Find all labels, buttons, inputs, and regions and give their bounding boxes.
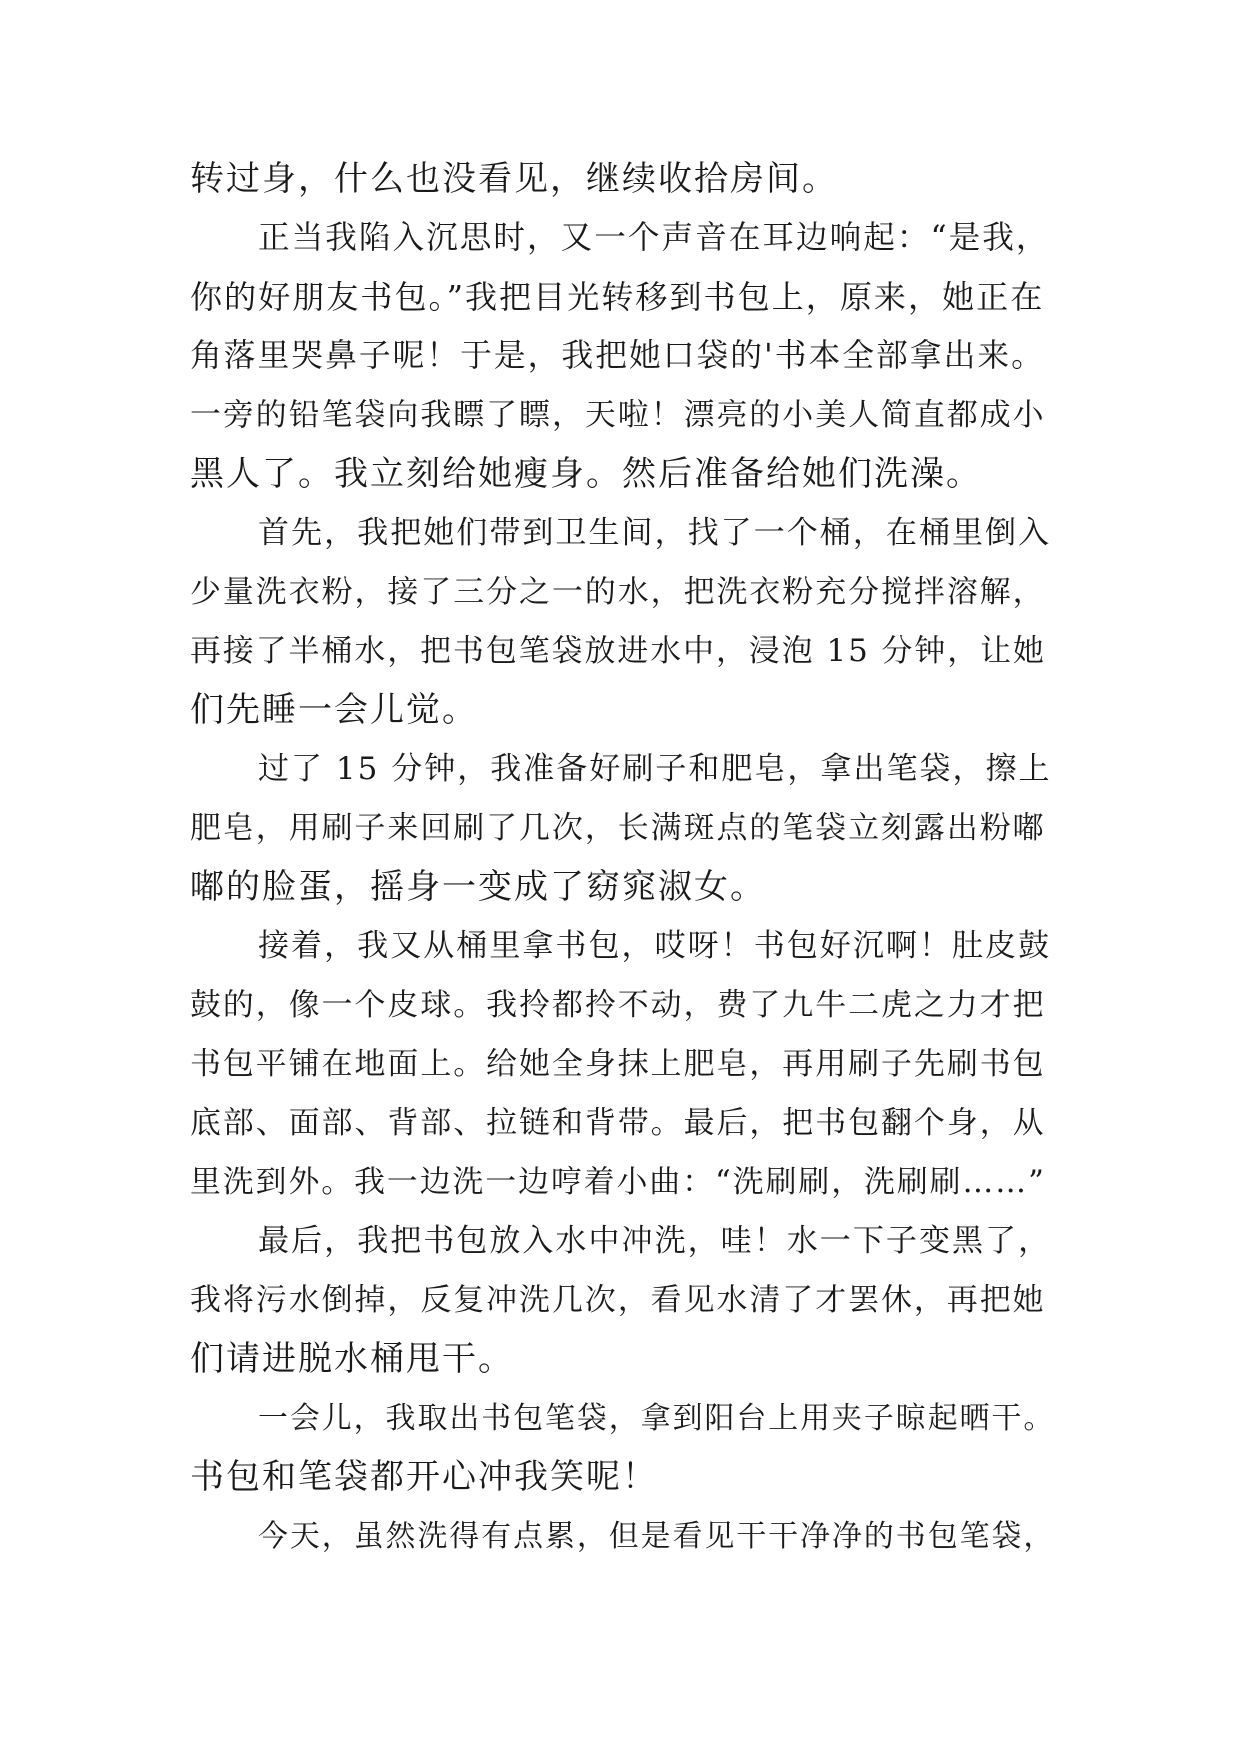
text-line: 鼓的，像一个皮球。我拎都拎不动，费了九牛二虎之力才把 (190, 987, 1046, 1023)
paragraph-first-line: 首先，我把她们带到卫生间，找了一个桶，在桶里倒入 (258, 515, 1052, 551)
text-line: 肥皂，用刷子来回刷了几次，长满斑点的笔袋立刻露出粉嘟 (190, 810, 1046, 846)
text-line: 你的好朋友书包。”我把目光转移到书包上，原来，她正在 (190, 278, 1045, 316)
document-body (190, 150, 1056, 1566)
text-line: 底部、面部、背部、拉链和背带。最后，把书包翻个身，从 (190, 1105, 1046, 1141)
text-line: 再接了半桶水，把书包笔袋放进水中，浸泡 15 分钟，让她 (190, 633, 1046, 669)
text-line: 黑人了。我立刻给她瘦身。然后准备给她们洗澡。 (190, 454, 982, 494)
paragraph-first-line: 最后，我把书包放入水中冲洗，哇！水一下子变黑了， (258, 1223, 1052, 1259)
text-line: 嘟的脸蛋，摇身一变成了窈窕淑女。 (190, 867, 766, 907)
paragraph-first-line: 正当我陷入沉思时，又一个声音在耳边响起：“是我， (258, 220, 1050, 256)
text-line: 我将污水倒掉，反复冲洗几次，看见水清了才罢休，再把她 (190, 1282, 1046, 1318)
text-line: 里洗到外。我一边洗一边哼着小曲：“洗刷刷，洗刷刷……” (190, 1164, 1046, 1200)
paragraph-first-line: 一会儿，我取出书包笔袋，拿到阳台上用夹子晾起晒干。 (258, 1401, 1056, 1436)
text-line: 角落里哭鼻子呢！于是，我把她口袋的'书本全部拿出来。 (190, 338, 1045, 374)
text-line: 转过身，什么也没看见，继续收拾房间。 (190, 159, 838, 199)
text-line: 书包平铺在地面上。给她全身抹上肥皂，再用刷子先刷书包 (190, 1046, 1046, 1082)
paragraph-first-line: 过了 15 分钟，我准备好刷子和肥皂，拿出笔袋，擦上 (258, 751, 1052, 787)
paragraph-first-line: 接着，我又从桶里拿书包，哎呀！书包好沉啊！肚皮鼓 (258, 928, 1052, 964)
text-line: 少量洗衣粉，接了三分之一的水，把洗衣粉充分搅拌溶解， (190, 574, 1046, 610)
text-line: 们请进脱水桶甩干。 (190, 1339, 514, 1379)
paragraph-first-line: 今天，虽然洗得有点累，但是看见干干净净的书包笔袋， (258, 1519, 1056, 1554)
text-line: 书包和笔袋都开心冲我笑呢！ (190, 1457, 658, 1497)
text-line: 们先睡一会儿觉。 (190, 690, 478, 730)
text-line: 一旁的铅笔袋向我瞟了瞟，天啦！漂亮的小美人简直都成小 (190, 397, 1046, 433)
